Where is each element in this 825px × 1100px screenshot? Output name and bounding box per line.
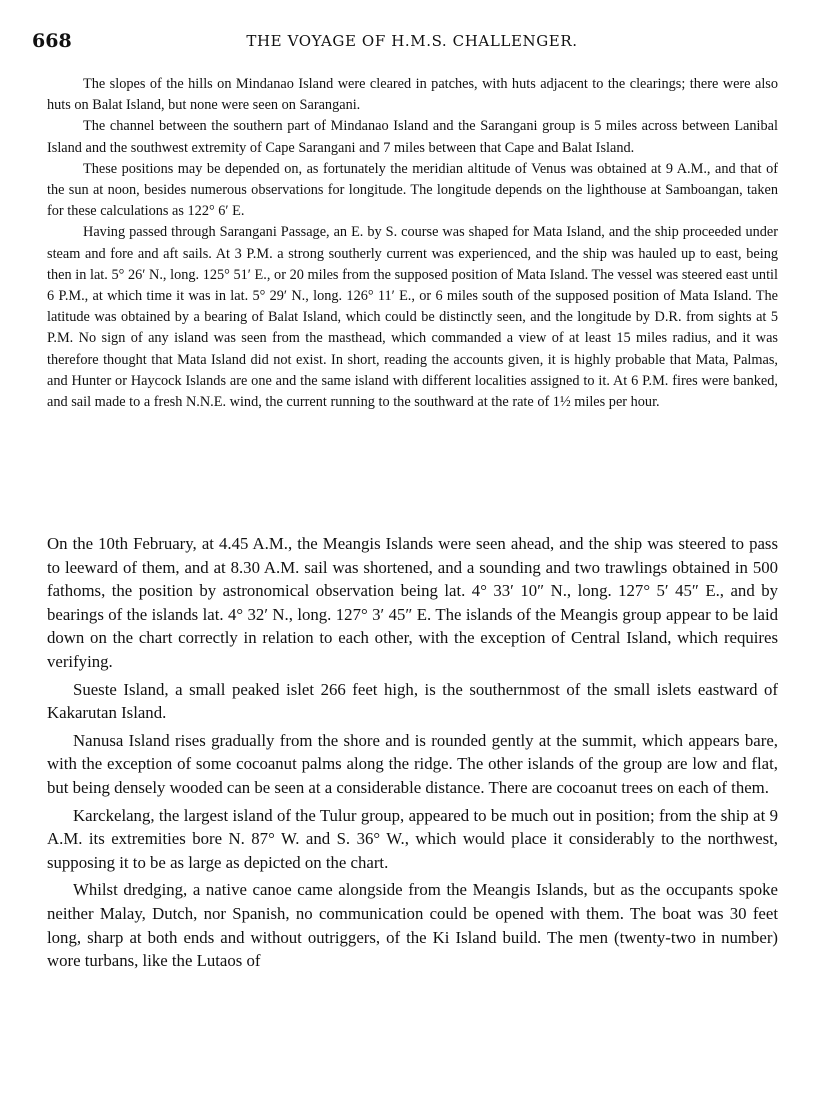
main-text-section: [47, 532, 778, 977]
paragraph-native-canoe: Whilst dredging, a native canoe came alongside from the Meangis Islands, but as the occupants spoke neither Malay, Dutch, nor Spanish, no communication could be opened with them. The boat was 30 feet long, sharp at both ends and without outriggers, of the Ki Island build. The men (twenty-two in number) wore turbans, like the Lutaos of: [47, 880, 778, 971]
paragraph-sueste-island: Sueste Island, a small peaked islet 266 feet high, is the southernmost of the small islets eastward of Kakarutan Island.: [47, 679, 778, 723]
paragraph-mata-island: Having passed through Sarangani Passage, an E. by S. course was shaped for Mata Island, and the ship proceeded under steam and fore and aft sails. At 3 P.M. a strong southerly current was experienced, and the ship was hauled up to east, being then in lat. 5° 26′ N., long. 125° 51′ E., or 20 miles from the supposed position of Mata Island. The vessel was steered east until 6 P.M., at which time it was in lat. 5° 29′ N., long. 126° 11′ E., or 6 miles south of the supposed position of Mata Island. The latitude was obtained by a bearing of Balat Island, which could be distinctly seen, and the longitude by D.R. from sights at 5 P.M. No sign of any island was seen from the masthead, which commanded a view of at least 15 miles radius, and it was therefore thought that Mata Island did not exist. In short, reading the accounts given, it is highly probable that Mata, Palmas, and Hunter or Haycock Islands are one and the same island with different localities assigned to it. At 6 P.M. fires were banked, and sail made to a fresh N.N.E. wind, the current running to the southward at the rate of 1½ miles per hour.: [47, 224, 778, 411]
page-number: 668: [32, 30, 72, 52]
paragraph-mindanao-huts: The slopes of the hills on Mindanao Island were cleared in patches, with huts adjacent to the clearings; there were also huts on Balat Island, but none were seen on Sarangani.: [47, 76, 778, 114]
running-title: THE VOYAGE OF H.M.S. CHALLENGER.: [246, 32, 578, 50]
small-print-section: [47, 74, 778, 413]
paragraph-positions: These positions may be depended on, as fortunately the meridian altitude of Venus was obtained at 9 A.M., and that of the sun at noon, besides numerous observations for longitude. The longitude depends on the lighthouse at Samboangan, taken for these calculations as 122° 6′ E.: [47, 160, 778, 220]
page-header: [32, 30, 792, 56]
paragraph-meangis-islands: On the 10th February, at 4.45 A.M., the Meangis Islands were seen ahead, and the ship was steered to pass to leeward of them, and at 8.30 A.M. sail was shortened, and a sounding and two trawlings obtained in 500 fathoms, the position by astronomical observation being lat. 4° 33′ 10″ N., long. 127° 5′ 45″ E., and by bearings of the islands lat. 4° 32′ N., long. 127° 3′ 45″ E. The islands of the Meangis group appear to be laid down on the chart correctly in relation to each other, with the exception of Central Island, which requires verifying.: [47, 534, 778, 671]
paragraph-sarangani-channel: The channel between the southern part of Mindanao Island and the Sarangani group is 5 miles across between Lanibal Island and the southwest extremity of Cape Sarangani and 7 miles between that Cape and Balat Island.: [47, 118, 778, 156]
paragraph-karckelang: Karckelang, the largest island of the Tulur group, appeared to be much out in position; from the ship at 9 A.M. its extremities bore N. 87° W. and S. 36° W., which would place it considerably to the northwest, supposing it to be as large as depicted on the chart.: [47, 805, 778, 872]
paragraph-nanusa-island: Nanusa Island rises gradually from the shore and is rounded gently at the summit, which appears bare, with the exception of some cocoanut palms along the ridge. The other islands of the group are low and flat, but being densely wooded can be seen at a considerable distance. There are cocoanut trees on each of them.: [47, 730, 778, 797]
